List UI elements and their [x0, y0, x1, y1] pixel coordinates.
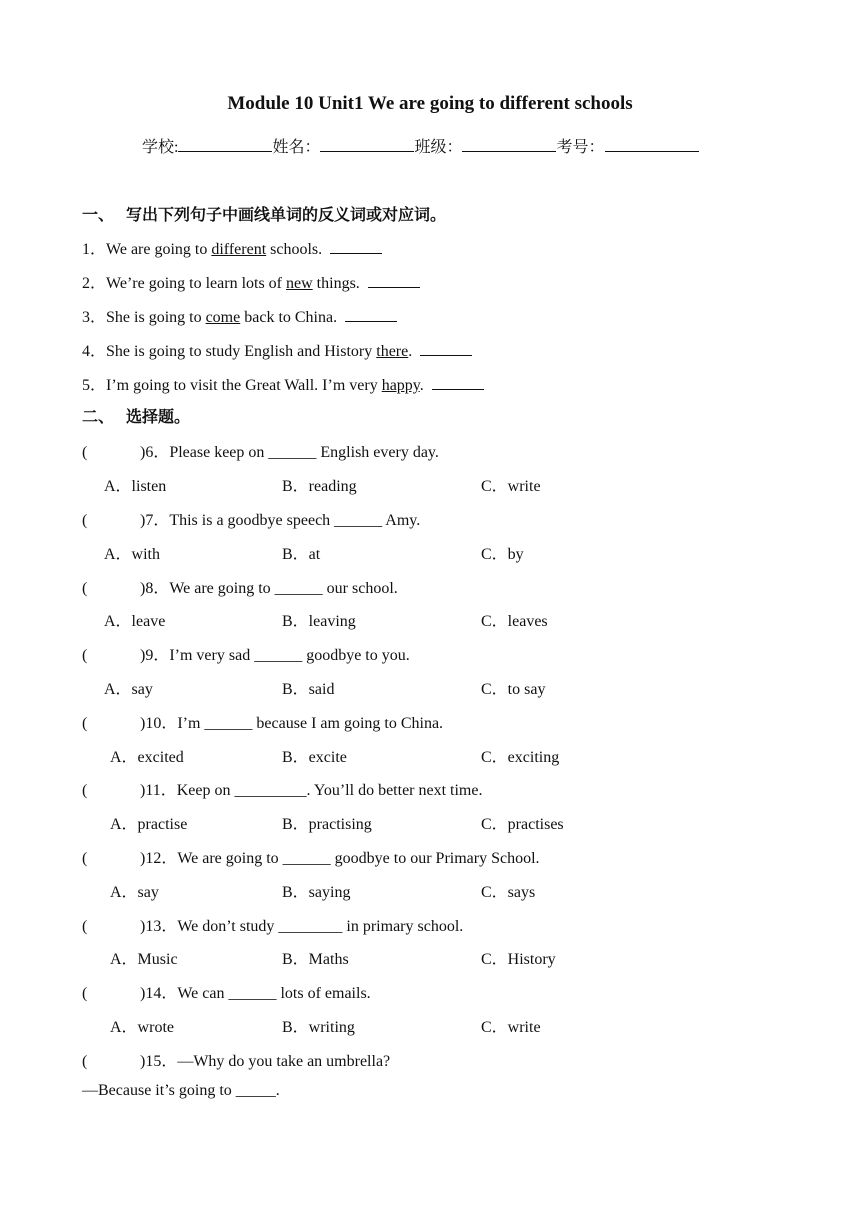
question-9	[82, 642, 410, 665]
question-14	[82, 980, 371, 1003]
answer-blank[interactable]	[420, 343, 472, 356]
answer-paren[interactable]: (	[82, 647, 88, 664]
exercise-item	[82, 270, 420, 293]
exercise-item	[82, 304, 397, 327]
school-blank[interactable]	[178, 137, 272, 152]
item-text: .	[419, 377, 424, 394]
answer-paren[interactable]: (	[82, 1053, 88, 1070]
section-1-heading	[82, 202, 446, 225]
item-number: 5．	[82, 377, 107, 394]
item-text: .	[408, 343, 413, 360]
student-info-line	[142, 134, 699, 157]
option-c: C．leaves	[481, 613, 548, 630]
question-text: )11．Keep on _________. You’ll do better next time.	[140, 782, 483, 799]
answer-paren[interactable]: (	[82, 985, 88, 1002]
answer-paren[interactable]: (	[82, 715, 88, 732]
option-b: B．at	[282, 546, 321, 563]
option-b: B．excite	[282, 749, 347, 766]
option-c: C．write	[481, 1019, 541, 1036]
option-c: C．write	[481, 478, 541, 495]
question-15	[82, 1048, 390, 1071]
answer-paren[interactable]: (	[82, 918, 88, 935]
option-b: B．reading	[282, 478, 357, 495]
option-b: B．practising	[282, 816, 372, 833]
option-a: A．with	[104, 546, 161, 563]
option-c: C．says	[481, 884, 536, 901]
answer-paren[interactable]: (	[82, 850, 88, 867]
section-2-number: 二、	[82, 407, 115, 426]
section-1-title: 写出下列句子中画线单词的反义词或对应词。	[126, 205, 447, 224]
answer-paren[interactable]: (	[82, 444, 88, 461]
answer-paren[interactable]: (	[82, 512, 88, 529]
underlined-word: different	[211, 241, 267, 258]
name-label: 姓名：	[272, 139, 321, 156]
question-text: )7．This is a goodbye speech ______ Amy.	[140, 512, 421, 529]
question-text: )6．Please keep on ______ English every day.	[140, 444, 439, 461]
item-number: 2．	[82, 275, 107, 292]
item-text: I’m going to visit the Great Wall. I’m very	[106, 377, 382, 394]
underlined-word: there	[376, 343, 409, 360]
option-a: A．practise	[110, 816, 188, 833]
option-a: A．wrote	[110, 1019, 174, 1036]
option-a: A．say	[110, 884, 159, 901]
question-15-answer-line: —Because it’s going to _____.	[82, 1082, 280, 1099]
item-number: 1．	[82, 241, 107, 258]
school-label: 学校:	[142, 139, 179, 156]
option-c: C．by	[481, 546, 524, 563]
answer-blank[interactable]	[432, 377, 484, 390]
option-b: B．said	[282, 681, 335, 698]
option-c: C．to say	[481, 681, 546, 698]
question-text: )13．We don’t study ________ in primary school.	[140, 918, 464, 935]
option-c: C．exciting	[481, 749, 560, 766]
question-10	[82, 710, 443, 733]
answer-blank[interactable]	[345, 309, 397, 322]
option-a: A．excited	[110, 749, 184, 766]
underlined-word: new	[286, 275, 313, 292]
answer-paren[interactable]: (	[82, 580, 88, 597]
question-7	[82, 507, 420, 530]
option-b: B．writing	[282, 1019, 355, 1036]
answer-blank[interactable]	[368, 275, 420, 288]
answer-paren[interactable]: (	[82, 782, 88, 799]
item-text: We are going to	[106, 241, 212, 258]
section-2-title: 选择题。	[126, 407, 191, 426]
question-text: )15．—Why do you take an umbrella?	[140, 1053, 391, 1070]
item-text: We’re going to learn lots of	[106, 275, 287, 292]
question-text: )9．I’m very sad ______ goodbye to you.	[140, 647, 410, 664]
underlined-word: happy	[381, 377, 420, 394]
question-12	[82, 845, 540, 868]
option-c: C．practises	[481, 816, 564, 833]
question-8	[82, 575, 398, 598]
option-a: A．Music	[110, 951, 178, 968]
number-blank[interactable]	[605, 137, 699, 152]
section-1-number: 一、	[82, 205, 115, 224]
question-text: )14．We can ______ lots of emails.	[140, 985, 371, 1002]
underlined-word: come	[205, 309, 241, 326]
class-label: 班级：	[414, 139, 463, 156]
question-11	[82, 777, 482, 800]
exercise-item	[82, 372, 484, 395]
item-text: back to China.	[240, 309, 338, 326]
option-a: A．say	[104, 681, 153, 698]
question-text: )12．We are going to ______ goodbye to our Primary School.	[140, 850, 540, 867]
option-b: B．Maths	[282, 951, 349, 968]
question-text: )10．I’m ______ because I am going to China.	[140, 715, 444, 732]
item-text: She is going to study English and History	[106, 343, 377, 360]
item-number: 3．	[82, 309, 107, 326]
question-13	[82, 913, 463, 936]
exercise-item	[82, 338, 472, 361]
option-a: A．leave	[104, 613, 166, 630]
item-text: She is going to	[106, 309, 206, 326]
number-label: 考号：	[556, 139, 605, 156]
option-b: B．leaving	[282, 613, 356, 630]
question-text: )8．We are going to ______ our school.	[140, 580, 398, 597]
item-text: things.	[312, 275, 360, 292]
option-b: B．saying	[282, 884, 351, 901]
answer-blank[interactable]	[330, 241, 382, 254]
exercise-item	[82, 236, 382, 259]
section-2-heading	[82, 404, 190, 427]
page-title: Module 10 Unit1 We are going to different schools	[227, 93, 633, 114]
question-6	[82, 439, 439, 462]
class-blank[interactable]	[462, 137, 556, 152]
item-number: 4．	[82, 343, 107, 360]
option-c: C．History	[481, 951, 556, 968]
item-text: schools.	[266, 241, 323, 258]
name-blank[interactable]	[320, 137, 414, 152]
option-a: A．listen	[104, 478, 167, 495]
